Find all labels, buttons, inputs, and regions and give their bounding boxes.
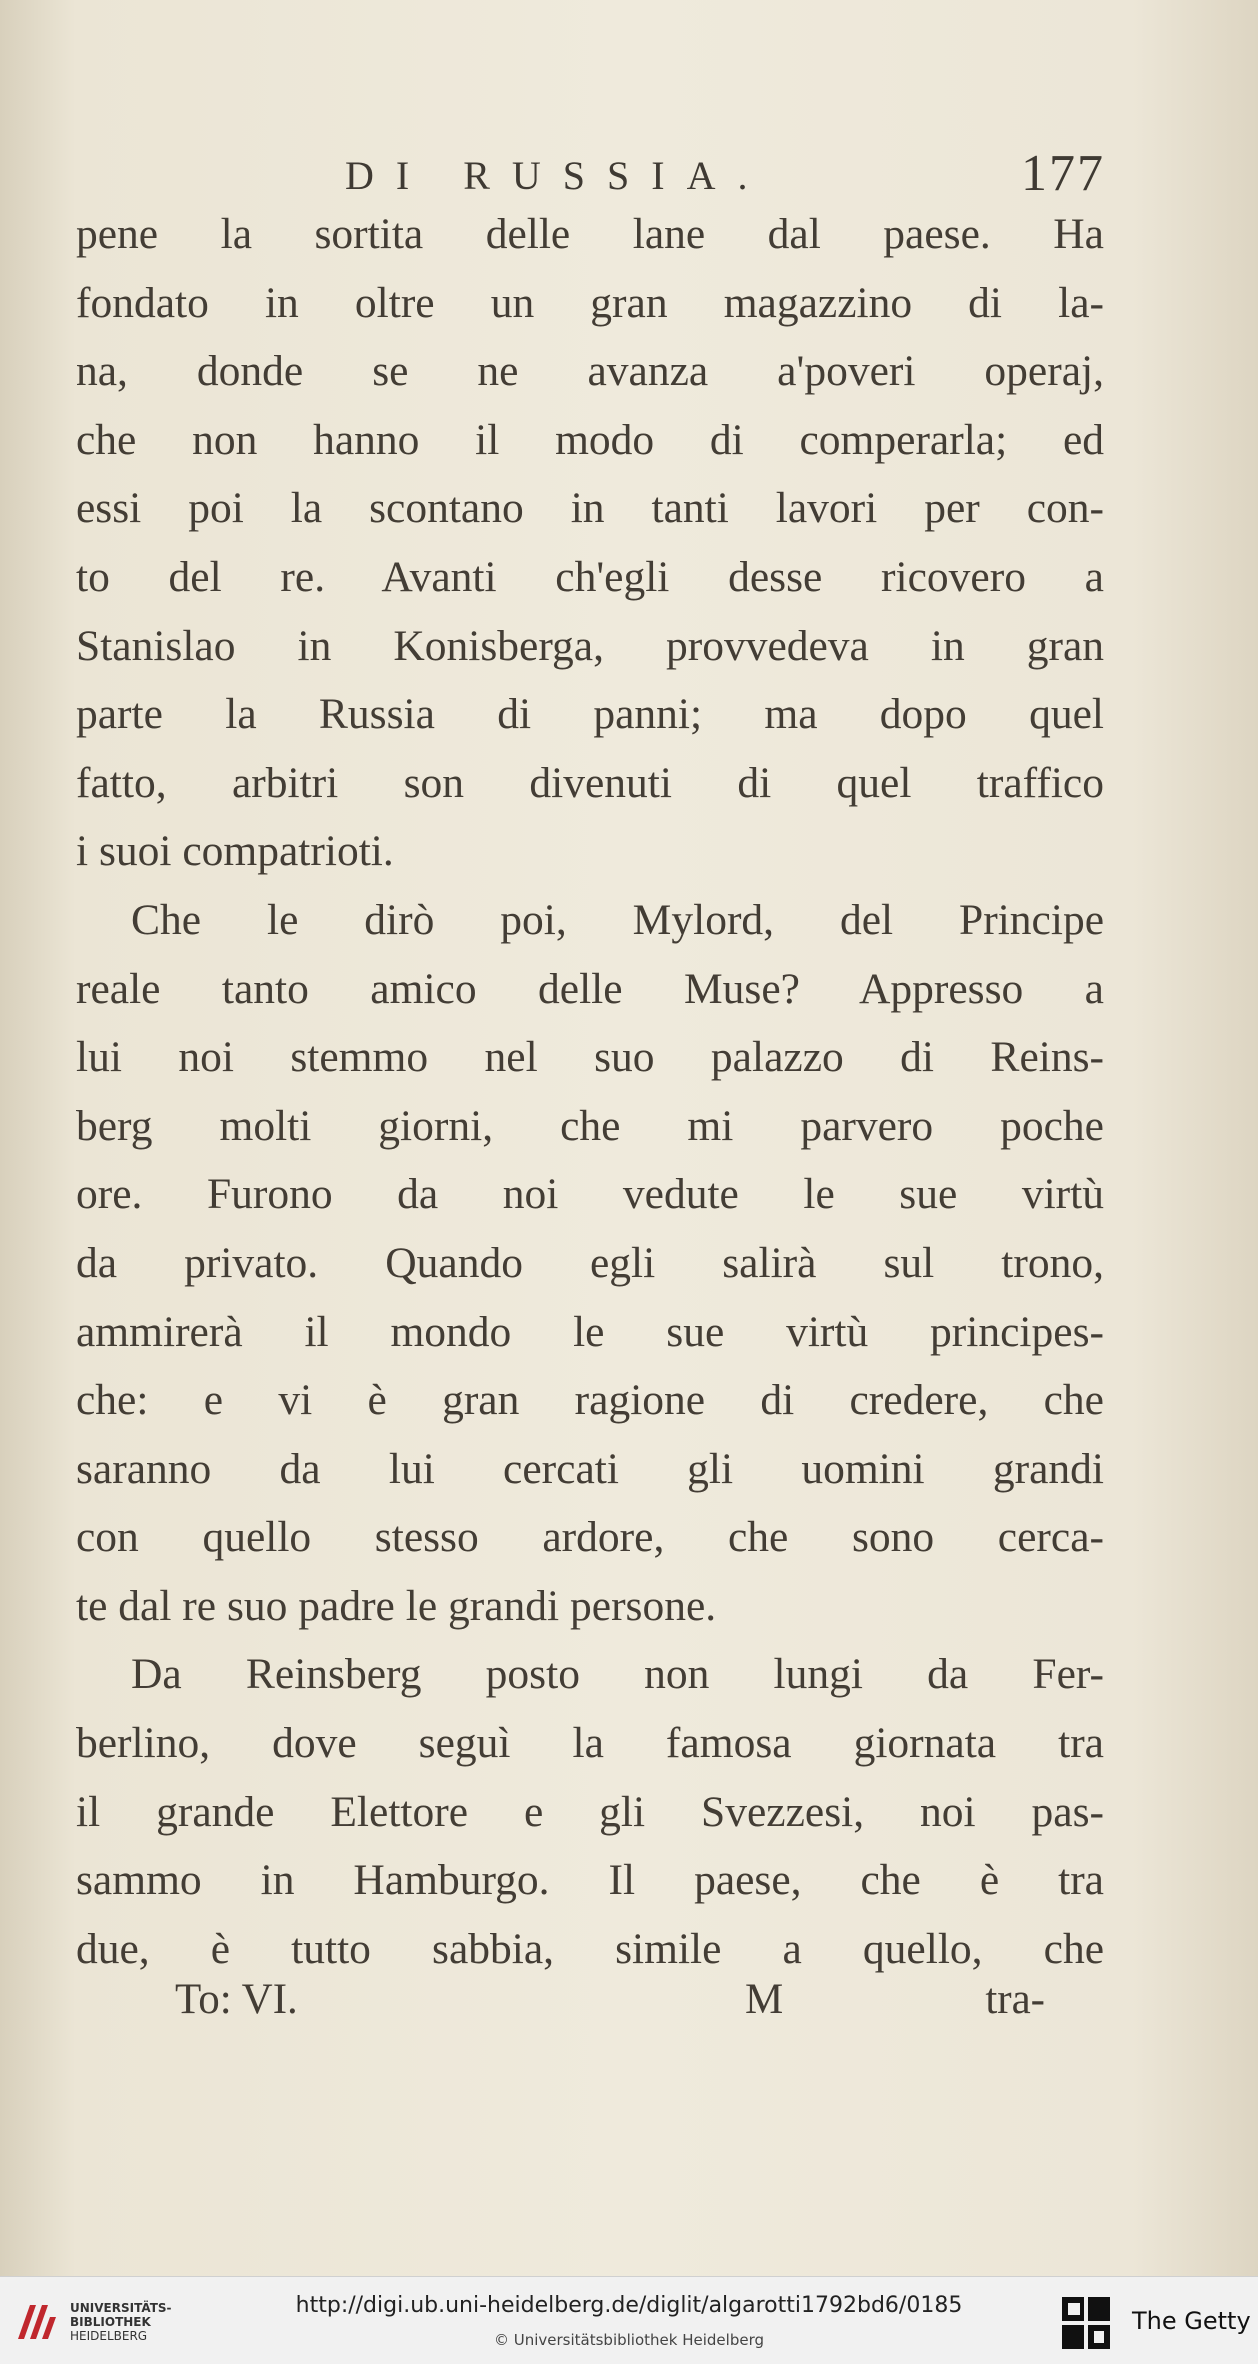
body-text	[76, 200, 1104, 1983]
text-line: reale tanto amico delle Muse? Appresso a	[76, 964, 1104, 1013]
library-name-line: UNIVERSITÄTS-	[70, 2301, 172, 2315]
page-header	[345, 138, 1115, 202]
text-line: to del re. Avanti ch'egli desse ricovero a	[76, 552, 1104, 601]
text-line: na, donde se ne avanza a'poveri operaj,	[76, 347, 1104, 396]
text-line: i suoi compatrioti.	[76, 827, 394, 876]
text-line: essi poi la scontano in tanti lavori per con-	[76, 484, 1104, 533]
text-line: lui noi stemmo nel suo palazzo di Reins-	[76, 1033, 1104, 1082]
page-number: 177	[1021, 145, 1105, 202]
text-line: da privato. Quando egli salirà sul trono,	[76, 1238, 1104, 1287]
partner-name: The Getty	[1132, 2307, 1251, 2335]
text-line: berg molti giorni, che mi parvero poche	[76, 1101, 1104, 1150]
signature-mark: M	[745, 1976, 784, 2023]
text-line: il grande Elettore e gli Svezzesi, noi pas-	[76, 1787, 1104, 1836]
text-line: Stanislao in Konisberga, provvedeva in gran	[76, 621, 1104, 670]
text-line: parte la Russia di panni; ma dopo quel	[76, 690, 1104, 739]
text-line: te dal re suo padre le grandi persone.	[76, 1581, 717, 1630]
text-line: ore. Furono da noi vedute le sue virtù	[76, 1170, 1104, 1219]
catchword: tra-	[985, 1976, 1045, 2023]
signature-line	[175, 1975, 1055, 2035]
text-line: saranno da lui cercati gli uomini grandi	[76, 1444, 1104, 1493]
viewer-footer	[0, 2276, 1258, 2364]
text-line: Da Reinsberg posto non lungi da Fer-	[131, 1650, 1104, 1699]
library-name-line: BIBLIOTHEK	[70, 2315, 151, 2329]
copyright-notice: © Universitätsbibliothek Heidelberg	[493, 2331, 764, 2349]
text-line: sammo in Hamburgo. Il paese, che è tra	[76, 1856, 1104, 1905]
text-line: pene la sortita delle lane dal paese. Ha	[76, 210, 1104, 258]
running-title: DI RUSSIA.	[345, 153, 770, 198]
text-line: Che le dirò poi, Mylord, del Principe	[131, 895, 1104, 944]
text-line: fatto, arbitri son divenuti di quel traffico	[76, 758, 1104, 807]
library-name-line: HEIDELBERG	[70, 2329, 148, 2343]
text-line: che non hanno il modo di comperarla; ed	[76, 415, 1104, 464]
volume-signature: To: VI.	[175, 1976, 298, 2023]
permalink[interactable]: http://digi.ub.uni-heidelberg.de/diglit/algarotti1792bd6/0185	[295, 2293, 963, 2318]
text-line: con quello stesso ardore, che sono cerca-	[76, 1513, 1104, 1562]
text-line: ammirerà il mondo le sue virtù principes-	[76, 1307, 1104, 1356]
text-line: berlino, dove seguì la famosa giornata tra	[76, 1719, 1104, 1768]
text-line: fondato in oltre un gran magazzino di la-	[76, 278, 1104, 327]
getty-logo-icon	[1060, 2295, 1112, 2351]
text-line: due, è tutto sabbia, simile a quello, che	[76, 1924, 1104, 1973]
text-line: che: e vi è gran ragione di credere, che	[76, 1376, 1104, 1425]
